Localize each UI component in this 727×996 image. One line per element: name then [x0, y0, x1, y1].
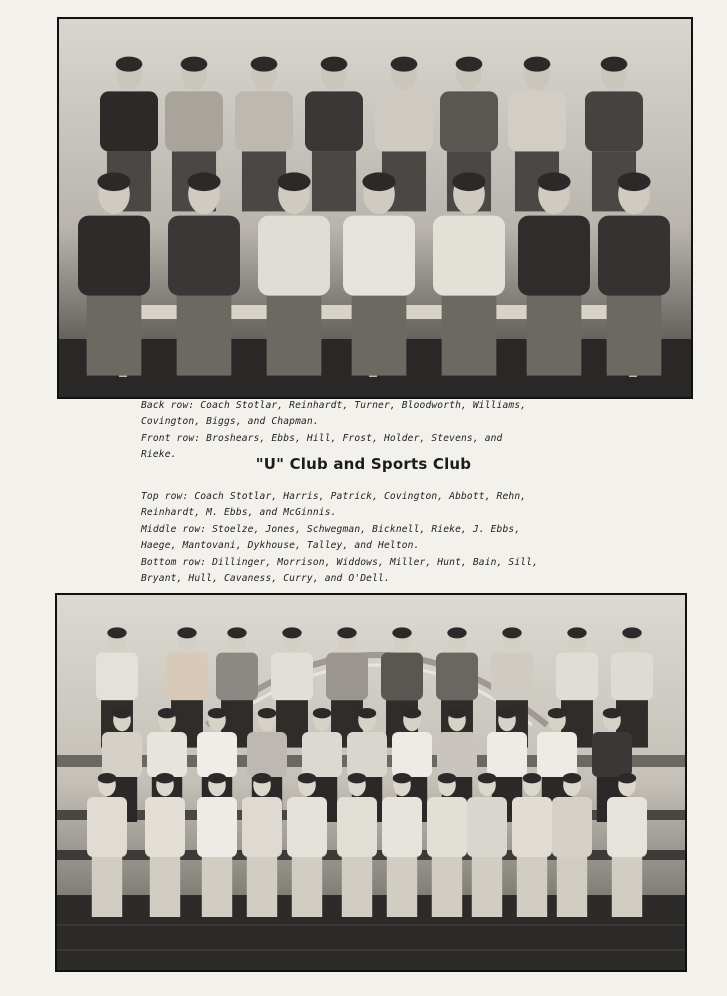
caption-line: Reinhardt, M. Ebbs, and McGinnis. — [141, 507, 337, 519]
caption-line: Rieke. — [141, 449, 177, 461]
caption-line: Covington, Biggs, and Chapman. — [141, 416, 319, 428]
caption-line: Bryant, Hull, Cavaness, Curry, and O'Dell. — [141, 573, 390, 585]
caption-line: Back row: Coach Stotlar, Reinhardt, Turner, Bloodworth, Williams, — [141, 400, 527, 411]
team-caption — [141, 398, 621, 464]
caption-line: Middle row: Stoelze, Jones, Schwegman, Bicknell, Rieke, J. Ebbs, — [141, 523, 521, 535]
caption-line: Bottom row: Dillinger, Morrison, Widdows, Miller, Hunt, Bain, Sill, — [141, 556, 539, 568]
sports-club-caption — [141, 489, 621, 587]
sports-club-photo — [55, 593, 687, 972]
section-heading: "U" Club and Sports Club — [255, 455, 472, 473]
caption-line: Haege, Mantovani, Dykhouse, Talley, and Helton. — [141, 540, 420, 552]
caption-line: Front row: Broshears, Ebbs, Hill, Frost, Holder, Stevens, and — [141, 432, 503, 444]
caption-line: Top row: Coach Stotlar, Harris, Patrick, Covington, Abbott, Rehn, — [141, 491, 527, 502]
u-club-photo — [57, 17, 693, 399]
